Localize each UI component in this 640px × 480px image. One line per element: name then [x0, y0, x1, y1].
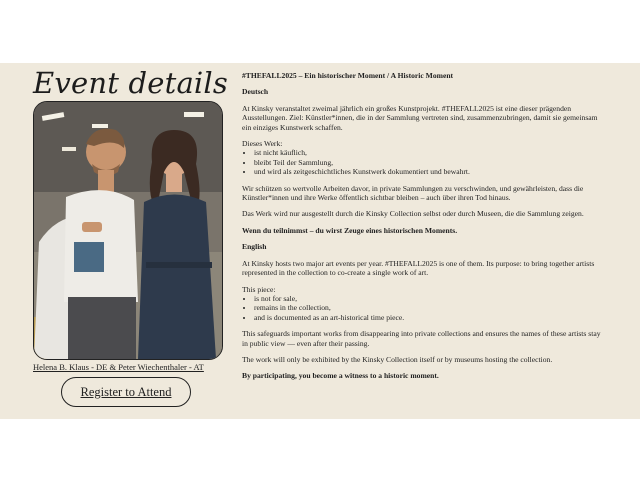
list-item: • is not for sale,	[254, 294, 604, 303]
list-item: • und wird als zeitgeschichtliches Kunstwerk dokumentiert und bewahrt.	[254, 167, 604, 176]
english-label: English	[242, 242, 267, 252]
german-para-3: Das Werk wird nur ausgestellt durch die Kinsky Collection selbst oder durch Museen, die die Sammlung zeigen.	[242, 209, 584, 219]
english-list	[242, 294, 604, 322]
list-item: • ist nicht käuflich,	[254, 148, 604, 157]
event-photo	[33, 101, 223, 360]
german-list	[242, 148, 604, 176]
german-label: Deutsch	[242, 87, 269, 97]
page-title: Event details	[33, 66, 228, 100]
list-item: • remains in the collection,	[254, 303, 604, 312]
register-button[interactable]: Register to Attend	[61, 377, 191, 407]
photo-illustration	[34, 102, 222, 359]
english-para-3: The work will only be exhibited by the Kinsky Collection itself or by museums hosting the collection.	[242, 354, 553, 364]
english-closing: By participating, you become a witness to a historic moment.	[242, 371, 439, 381]
english-list-intro: This piece:	[242, 284, 276, 294]
german-intro: At Kinsky veranstaltet zweimal jährlich ein großes Kunstprojekt. #THEFALL2025 ist eine dieser prägenden Ausstellungen. Ziel: Künstler*innen, die in der Sammlung vertreten sind, zusammenzubringen, damit sie gemeinsam ein einziges Kunstwerk schaffen.	[242, 103, 598, 132]
article-heading: #THEFALL2025 – Ein historischer Moment / A Historic Moment	[242, 71, 454, 80]
english-para-2: This safeguards important works from disappearing into private collections and ensures the names of these artists stay in public view — even after their passing.	[242, 329, 601, 348]
list-item: • bleibt Teil der Sammlung,	[254, 158, 604, 167]
event-description	[242, 71, 604, 388]
english-intro: At Kinsky hosts two major art events per year. #THEFALL2025 is one of them. Its purpose: to bring together artists represented in the collection to co-create a single work of art.	[242, 258, 595, 278]
list-item: • and is documented as an art-historical time piece.	[254, 313, 604, 322]
german-closing: Wenn du teilnimmst – du wirst Zeuge eines historischen Moments.	[242, 225, 458, 235]
photo-caption: Helena B. Klaus - DE & Peter Wiechenthaler - AT	[33, 362, 204, 372]
german-para-2: Wir schützen so wertvolle Arbeiten davor, in private Sammlungen zu verschwinden, und gewährleisten, dass die Künstler*innen und ihre Werke öffentlich sichtbar bleiben – auch über ihren Tod hinaus.	[242, 183, 584, 203]
german-list-intro: Dieses Werk:	[242, 139, 283, 149]
